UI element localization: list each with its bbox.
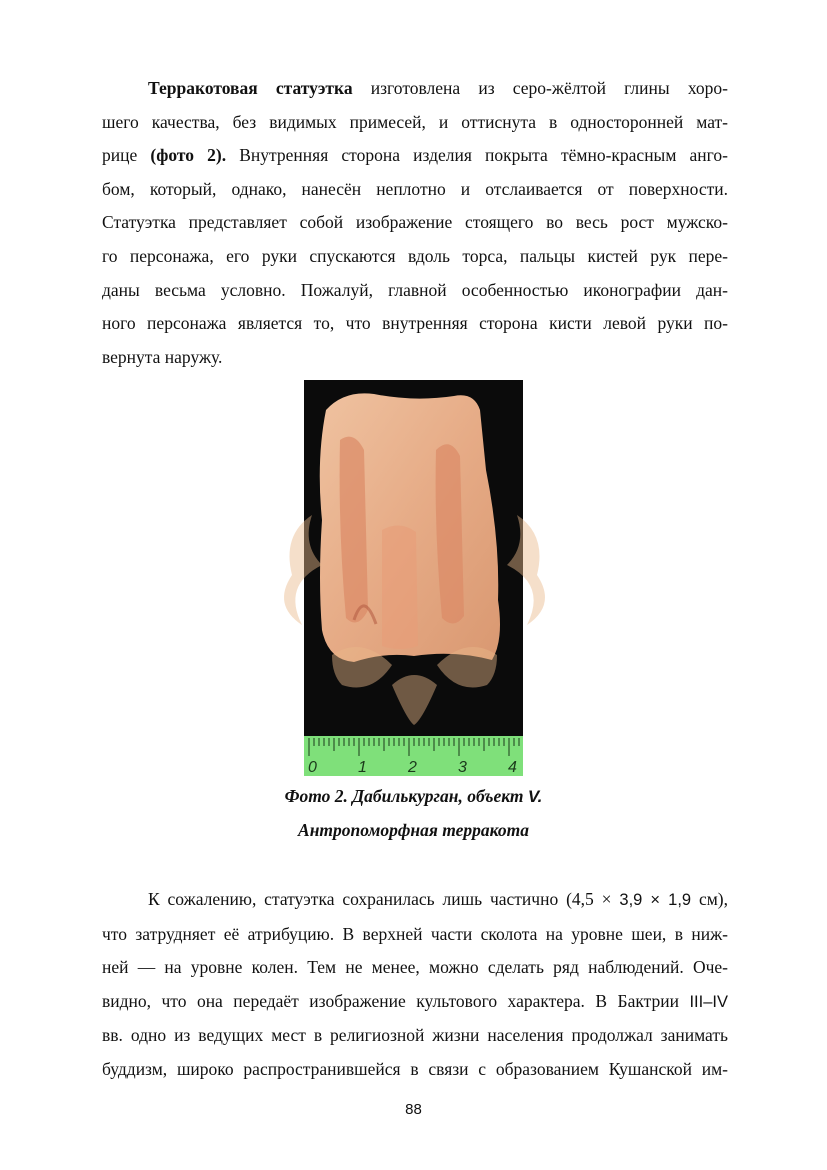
paragraph-1 [102, 72, 728, 374]
text-run: видно, что она передаёт изображение культового характера. В Бактрии [102, 990, 690, 1011]
paragraph-1-line-2: шего качества, без видимых примесей, и оттиснута в односторонней мат- [102, 111, 728, 132]
paragraph-1-line-4: бом, который, однако, нанесён неплотно и отслаивается от поверхности. [102, 178, 728, 199]
paragraph-1-line-1 [102, 72, 728, 106]
ruler-label-0: 0 [308, 759, 317, 776]
page-number: 88 [405, 1101, 422, 1118]
paragraph-1-line-5: Статуэтка представляет собой изображение стоящего во весь рост мужско- [102, 212, 728, 233]
paragraph-2-line-2: что затрудняет её атрибуцию. В верхней части сколота на уровне шеи, в ниж- [102, 923, 728, 944]
paragraph-1-line-8: ного персонажа является то, что внутренняя сторона кисти левой руки по- [102, 313, 728, 334]
text-run: Внутренняя сторона изделия покрыта тёмно‑красным анго- [226, 145, 728, 166]
watermark-ornament [272, 495, 557, 730]
dimensions-value: 3,9 × 1,9 [619, 891, 692, 909]
ruler-label-4: 4 [508, 759, 517, 776]
century-range: III–IV [689, 992, 728, 1011]
figure-caption-line-1 [0, 786, 827, 807]
ruler-label-2: 2 [408, 759, 417, 776]
paragraph-1-line-3 [102, 139, 728, 173]
caption-text: Фото 2. Дабилькурган, объект [284, 786, 528, 806]
text-run: см), [691, 889, 728, 909]
bold-term: Терракотовая статуэтка [148, 78, 353, 98]
caption-object-number: V. [527, 787, 543, 806]
paragraph-1-line-9: вернута наружу. [102, 346, 223, 367]
figure-caption-line-2: Антропоморфная терракота [298, 820, 529, 840]
paragraph-2-line-5: вв. одно из ведущих мест в религиозной жизни населения продолжал занимать [102, 1025, 728, 1046]
paragraph-1-line-6: го персонажа, его руки спускаются вдоль торса, пальцы кистей рук пере- [102, 245, 728, 266]
ruler-label-3: 3 [458, 759, 467, 776]
paragraph-2-line-6: буддизм, широко распространившейся в связи с образованием Кушанской им- [102, 1058, 728, 1079]
text-run: К сожалению, статуэтка сохранилась лишь частично (4,5 × [148, 889, 620, 909]
photo-reference: (фото 2). [150, 145, 227, 166]
text-run: изготовлена из серо‑жёлтой глины хоро- [352, 78, 728, 98]
paragraph-2-line-1 [102, 883, 728, 918]
text-run: рице [102, 145, 151, 166]
paragraph-2-line-4 [102, 985, 728, 1020]
paragraph-2-line-3: ней — на уровне колен. Тем не менее, можно сделать ряд наблюдений. Оче- [102, 957, 728, 978]
paragraph-1-line-7: даны весьма условно. Пожалуй, главной особенностью иконографии дан- [102, 279, 728, 300]
ruler-label-1: 1 [358, 759, 367, 776]
paragraph-2 [102, 883, 728, 1087]
